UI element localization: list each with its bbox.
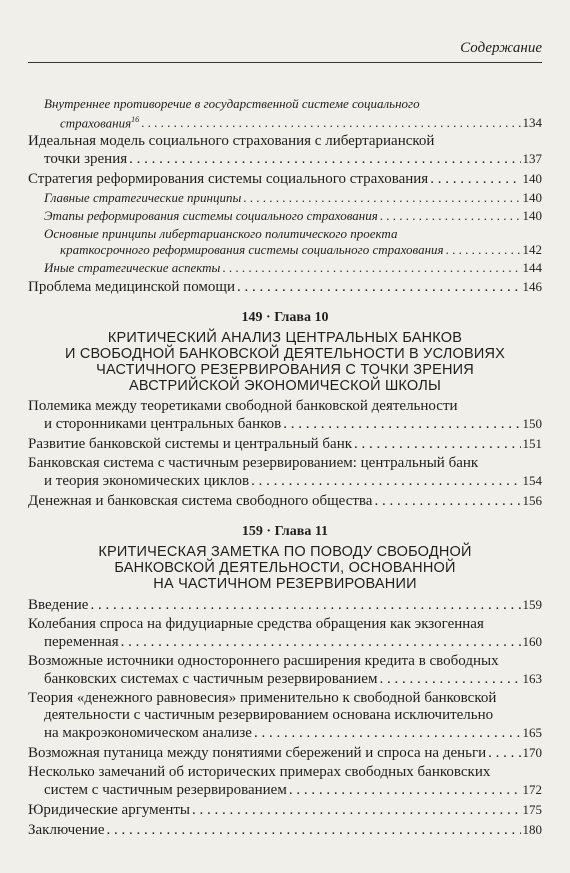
toc-entry-last-line	[28, 435, 542, 453]
dot-leader	[121, 634, 521, 651]
toc-entry-text: Основные принципы либертарианского политического проекта	[44, 226, 398, 242]
footnote-marker: 16	[131, 115, 140, 124]
dot-leader	[222, 260, 520, 276]
dot-leader	[141, 115, 520, 131]
dot-leader	[107, 822, 521, 839]
dot-leader	[237, 279, 521, 296]
toc-entry-text: систем с частичным резервированием	[44, 782, 287, 799]
chapter-10-heading: 149 · Глава 10	[241, 310, 329, 326]
toc-entry-last-line	[28, 821, 542, 839]
toc-entry-last-line	[28, 150, 542, 168]
toc-entry-text: на макроэкономическом анализе	[44, 725, 252, 742]
toc-entry	[28, 96, 542, 131]
toc-entry-text: Главные стратегические принципы	[44, 190, 242, 206]
toc-page-number: 172	[522, 782, 542, 798]
dot-leader	[90, 597, 520, 614]
toc-entry-text: Колебания спроса на фидуциарные средства обращения как экзогенная	[28, 616, 484, 633]
chapter-title-line: КРИТИЧЕСКИЙ АНАЛИЗ ЦЕНТРАЛЬНЫХ БАНКОВ	[107, 330, 463, 347]
toc-entry-text: Иные стратегические аспекты	[44, 260, 221, 276]
toc-page-number: 140	[522, 208, 542, 224]
toc-block-chapter9-continued	[28, 96, 542, 296]
toc-entry-text: Денежная и банковская система свободного общества	[28, 493, 373, 510]
dot-leader	[243, 190, 520, 206]
toc-entry-last-line	[44, 112, 542, 131]
chapter-title-line: И СВОБОДНОЙ БАНКОВСКОЙ ДЕЯТЕЛЬНОСТИ В УСЛОВИЯХ	[64, 346, 505, 363]
dot-leader	[289, 782, 521, 799]
toc-entry-text: Возможная путаница между понятиями сбережений и спроса на деньги	[28, 745, 487, 762]
toc-page-number: 142	[522, 242, 542, 258]
chapter-title-line: БАНКОВСКОЙ ДЕЯТЕЛЬНОСТИ, ОСНОВАННОЙ	[114, 560, 456, 577]
dot-leader	[129, 151, 520, 168]
toc-entry-text: переменная	[44, 634, 119, 651]
toc-page-number: 170	[522, 745, 542, 761]
toc-page-number: 140	[522, 171, 542, 187]
chapter-11-heading: 159 · Глава 11	[241, 524, 329, 540]
toc-entry-text: Юридические аргументы	[28, 802, 190, 819]
toc-entry-last-line	[28, 670, 542, 688]
toc-page-number: 137	[522, 151, 542, 167]
toc-entry-text: Идеальная модель социального страхования с либертарианской	[28, 133, 435, 150]
chapter-10-title	[28, 330, 542, 394]
toc-entry	[28, 821, 542, 839]
toc-page-number: 150	[522, 416, 542, 432]
toc-entry-text: Введение	[28, 597, 89, 614]
toc-entry-text: Проблема медицинской помощи	[28, 279, 235, 296]
toc-page-number: 146	[522, 279, 542, 295]
chapter-title-line: КРИТИЧЕСКАЯ ЗАМЕТКА ПО ПОВОДУ СВОБОДНОЙ	[98, 544, 472, 561]
toc-page-number: 160	[522, 634, 542, 650]
toc-page-number: 159	[522, 597, 542, 613]
toc-entry-last-line	[28, 472, 542, 490]
toc-entry	[28, 208, 542, 224]
toc-entry	[28, 455, 542, 490]
dot-leader	[283, 416, 520, 433]
toc-entry	[28, 764, 542, 799]
toc-entry	[28, 744, 542, 762]
toc-entry-last-line	[44, 190, 542, 206]
dot-leader	[254, 725, 521, 742]
toc-entry-text: Теория «денежного равновесия» применительно к свободной банковской	[28, 690, 497, 707]
toc-entry-last-line	[28, 781, 542, 799]
toc-entry-text: страхования$^{16}$	[60, 115, 140, 131]
toc-entry	[28, 435, 542, 453]
dot-leader	[446, 242, 521, 258]
toc-entry-last-line	[28, 492, 542, 510]
toc-entry-text: деятельности с частичным резервированием основана исключительно	[44, 707, 494, 724]
toc-entry-text: Банковская система с частичным резервированием: центральный банк	[28, 455, 479, 472]
toc-entry-text: Развитие банковской системы и центральный банк	[28, 436, 353, 453]
dot-leader	[379, 671, 520, 688]
dot-leader	[251, 473, 520, 490]
toc-entry-text: банковских системах с частичным резервированием	[44, 671, 378, 688]
toc-entry-last-line	[28, 744, 542, 762]
toc-entry	[28, 170, 542, 188]
chapter-11-title	[28, 544, 542, 592]
toc-entry	[28, 133, 542, 168]
toc-entry-last-line	[28, 415, 542, 433]
header-rule	[28, 62, 542, 63]
dot-leader	[354, 436, 520, 453]
toc-page-number: 134	[522, 115, 542, 131]
toc-entry	[28, 801, 542, 819]
chapter-11-entries	[28, 596, 542, 839]
toc-entry	[28, 398, 542, 433]
toc-page-number: 156	[522, 493, 542, 509]
toc-entry	[28, 190, 542, 206]
toc-entry-last-line	[44, 208, 542, 224]
table-of-contents	[28, 96, 542, 841]
chapter-title-line: АВСТРИЙСКОЙ ЭКОНОМИЧЕСКОЙ ШКОЛЫ	[128, 378, 441, 395]
toc-page-number: 140	[522, 190, 542, 206]
toc-page-number: 163	[522, 671, 542, 687]
dot-leader	[488, 745, 520, 762]
chapter-title-line: НА ЧАСТИЧНОМ РЕЗЕРВИРОВАНИИ	[153, 576, 417, 593]
toc-entry-last-line	[28, 801, 542, 819]
running-header	[28, 40, 542, 62]
dot-leader	[374, 493, 520, 510]
toc-entry-text: и теория экономических циклов	[44, 473, 250, 490]
toc-entry	[28, 226, 542, 258]
dot-leader	[430, 171, 520, 188]
toc-entry	[28, 616, 542, 651]
toc-entry-text: Внутреннее противоречие в государственной системе социального	[44, 96, 420, 111]
toc-entry	[28, 690, 542, 742]
running-header-title: Содержание	[460, 40, 542, 56]
toc-entry-last-line	[28, 596, 542, 614]
chapter-title-line: ЧАСТИЧНОГО РЕЗЕРВИРОВАНИЯ С ТОЧКИ ЗРЕНИЯ	[96, 362, 474, 379]
toc-entry-text: краткосрочного реформирования системы социального страхования	[60, 242, 444, 258]
toc-entry	[28, 278, 542, 296]
toc-entry-text: Этапы реформирования системы социального страхования	[44, 208, 378, 224]
toc-entry-text: Заключение	[28, 822, 105, 839]
toc-entry-text: Полемика между теоретиками свободной банковской деятельности	[28, 398, 458, 415]
toc-entry-last-line	[44, 242, 542, 258]
toc-page-number: 165	[522, 725, 542, 741]
dot-leader	[192, 802, 521, 819]
toc-entry-last-line	[28, 278, 542, 296]
toc-entry	[28, 260, 542, 276]
toc-page-number: 151	[522, 436, 542, 452]
toc-entry-last-line	[28, 633, 542, 651]
toc-page-number: 175	[522, 802, 542, 818]
toc-page-number: 144	[522, 260, 542, 276]
toc-entry-last-line	[28, 170, 542, 188]
toc-entry	[28, 596, 542, 614]
toc-page-number: 154	[522, 473, 542, 489]
toc-entry	[28, 492, 542, 510]
toc-page-number: 180	[522, 822, 542, 838]
toc-entry-text: и сторонниками центральных банков	[44, 416, 282, 433]
chapter-10-entries	[28, 398, 542, 510]
toc-entry-last-line	[28, 724, 542, 742]
toc-entry	[28, 653, 542, 688]
toc-entry-text: Возможные источники одностороннего расширения кредита в свободных	[28, 653, 499, 670]
toc-entry-last-line	[44, 260, 542, 276]
dot-leader	[380, 208, 521, 224]
toc-entry-text: Стратегия реформирования системы социального страхования	[28, 171, 429, 188]
toc-entry-text: точки зрения	[44, 151, 128, 168]
toc-entry-text: Несколько замечаний об исторических примерах свободных банковских	[28, 764, 491, 781]
